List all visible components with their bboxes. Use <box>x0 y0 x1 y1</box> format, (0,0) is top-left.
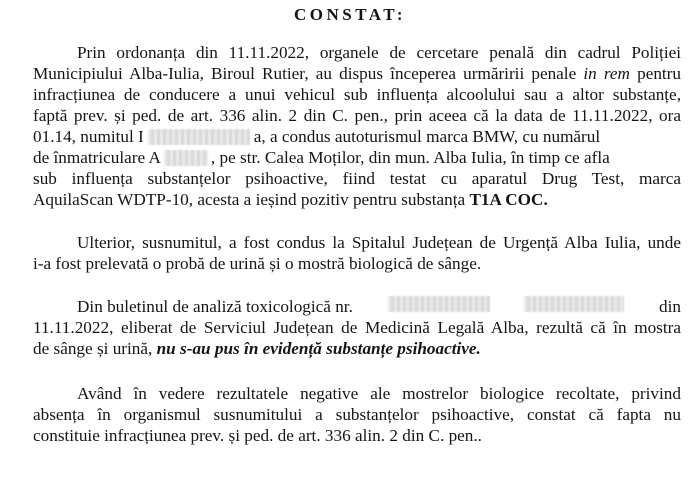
p1-line-2 <box>33 63 681 84</box>
p1-line-2-end: pentru <box>637 64 682 83</box>
p1-line-1: Prin ordonanța din 11.11.2022, organele de cercetare penală din cadrul Poliției <box>77 43 681 62</box>
negative-result-emphasis: nu s-au pus în evidență substanțe psihoactive. <box>156 339 481 358</box>
p3-line-1-end: din <box>659 297 681 316</box>
p3-line-3 <box>33 338 681 359</box>
p1-line-4: faptă prev. și ped. de art. 336 alin. 2 din C. pen., prin aceea că la data de 11.11.2022, ora <box>33 106 681 125</box>
redacted-name-block <box>148 129 250 145</box>
redacted-report-number-1 <box>388 296 490 312</box>
p1-line-6 <box>33 147 681 168</box>
p1-line-5-start: 01.14, numitul I <box>33 127 144 146</box>
in-rem-italic: in rem <box>583 64 630 83</box>
p3-line-1-start: Din buletinul de analiză toxicologică nr. <box>77 297 353 316</box>
p3-line-2: 11.11.2022, eliberat de Serviciul Județean de Medicină Legală Alba, rezultă că în mostra <box>33 318 681 337</box>
p2-line-1: Ulterior, susnumitul, a fost condus la Spitalul Județean de Urgență Alba Iulia, unde <box>77 233 681 252</box>
p4-line-1: Având în vedere rezultatele negative ale mostrelor biologice recoltate, privind <box>77 384 681 403</box>
redacted-plate-block <box>164 150 208 166</box>
p1-line-8 <box>33 189 681 210</box>
p1-line-5-mid: a <box>253 127 262 146</box>
p1-line-2-text: Municipiului Alba-Iulia, Biroul Rutier, au dispus începerea urmăririi penale <box>33 64 577 83</box>
p2-line-2: i-a fost prelevată o probă de urină și o mostră biologică de sânge. <box>33 254 482 273</box>
p4-line-3: constituie infracțiunea prev. și ped. de art. 336 alin. 2 din C. pen.. <box>33 426 482 445</box>
p1-line-5 <box>33 126 681 147</box>
p1-line-8-start: AquilaScan WDTP-10, acesta a ieșind pozitiv pentru substanța <box>33 190 466 209</box>
redacted-report-number-2 <box>524 296 624 312</box>
p1-line-6-end: , pe str. Calea Moților, din mun. Alba Iulia, în timp ce afla <box>210 148 610 167</box>
p1-line-5-end: , a condus autoturismul marca BMW, cu numărul <box>261 127 601 146</box>
p3-line-3-start: de sânge și urină, <box>33 339 153 358</box>
p4-line-2: absența în organismul susnumitului a substanțelor psihoactive, constat că fapta nu <box>33 405 681 424</box>
substance-bold: T1A COC. <box>469 190 548 209</box>
p1-line-3: infracțiunea de conducere a unui vehicul sub influența alcoolului sau a altor substanțe, <box>33 85 681 104</box>
p1-line-7: sub influența substanțelor psihoactive, fiind testat cu aparatul Drug Test, marca <box>33 169 681 188</box>
p1-line-6-start: de înmatriculare A <box>33 148 161 167</box>
p3-line-1 <box>33 296 681 317</box>
document-title: CONSTAT: <box>293 5 407 24</box>
